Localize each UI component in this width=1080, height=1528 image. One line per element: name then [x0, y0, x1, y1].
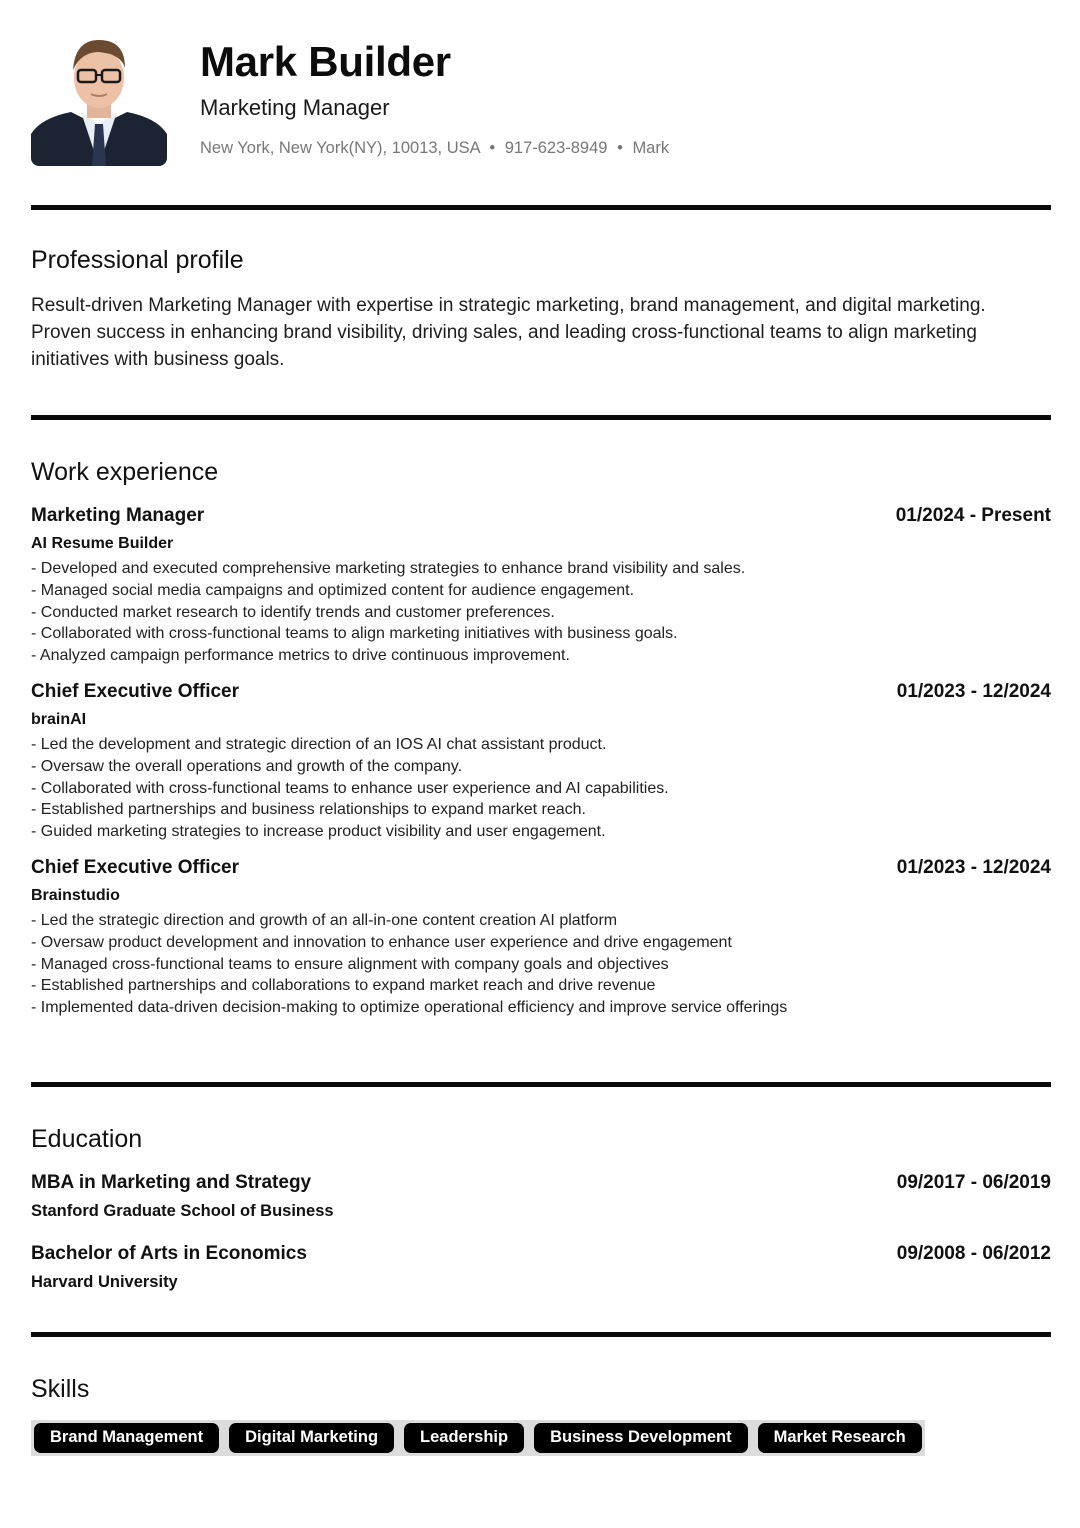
education-section: [31, 1087, 1051, 1332]
job-company: brainAI: [31, 710, 87, 728]
job-bullet: - Established partnerships and business relationships to expand market reach.: [31, 801, 586, 819]
job-title: Chief Executive Officer: [31, 856, 240, 878]
contact-separator: •: [489, 139, 496, 157]
work-section: [31, 420, 1051, 1082]
job-entry: [31, 505, 1051, 667]
education-dates: 09/2017 - 06/2019: [896, 1172, 1051, 1193]
section-heading: Education: [31, 1125, 143, 1153]
job-title: Chief Executive Officer: [31, 680, 240, 702]
profile-summary: Result-driven Marketing Manager with expertise in strategic marketing, brand management, and digital marketing. Proven success in enhancing brand visibility, driving sales, and leading cross-functional teams to align marketing initiatives with business goals.: [31, 295, 986, 370]
education-dates: 09/2008 - 06/2012: [896, 1243, 1051, 1264]
resume-page: [31, 0, 1051, 1456]
degree: MBA in Marketing and Strategy: [31, 1172, 312, 1193]
job-bullet: - Collaborated with cross-functional teams to enhance user experience and AI capabilities.: [31, 779, 669, 797]
job-bullet: - Oversaw the overall operations and growth of the company.: [31, 757, 463, 775]
contact-phone[interactable]: 917-623-8949: [504, 139, 608, 157]
job-bullet: - Collaborated with cross-functional teams to align marketing initiatives with business goals.: [31, 625, 678, 643]
job-entry: [31, 857, 1051, 1019]
skill-tag: Leadership: [404, 1423, 524, 1453]
skill-tag: Digital Marketing: [229, 1423, 394, 1453]
skills-section: [31, 1337, 1051, 1456]
section-heading: Professional profile: [31, 246, 244, 274]
skill-tag: Market Research: [758, 1423, 922, 1453]
job-bullet: - Managed cross-functional teams to ensure alignment with company goals and objectives: [31, 955, 669, 973]
job-bullet: - Managed social media campaigns and optimized content for audience engagement.: [31, 581, 635, 599]
job-entry: [31, 681, 1051, 843]
profile-section: [31, 210, 1051, 415]
job-bullet: - Implemented data-driven decision-making to optimize operational efficiency and improve service offerings: [31, 999, 788, 1017]
job-bullet: - Developed and executed comprehensive marketing strategies to enhance brand visibility and sales.: [31, 560, 746, 577]
job-bullets: [31, 558, 1051, 667]
job-bullets: [31, 734, 1051, 843]
contact-line: [200, 139, 669, 158]
section-heading: Work experience: [31, 458, 219, 486]
job-bullets: [31, 910, 1051, 1019]
contact-extra: Mark: [632, 139, 670, 157]
skill-tag: Business Development: [534, 1423, 748, 1453]
job-bullet: - Oversaw product development and innovation to enhance user experience and drive engagement: [31, 933, 732, 951]
skills-list: [31, 1420, 925, 1456]
job-bullet: - Analyzed campaign performance metrics to drive continuous improvement.: [31, 647, 570, 665]
job-bullet: - Established partnerships and collaborations to expand market reach and drive revenue: [31, 977, 656, 995]
job-dates: 01/2024 - Present: [895, 505, 1051, 526]
school: Harvard University: [31, 1273, 178, 1291]
candidate-name: Mark Builder: [200, 38, 451, 85]
job-bullet: - Led the strategic direction and growth of an all-in-one content creation AI platform: [31, 911, 618, 929]
candidate-title: Marketing Manager: [200, 95, 390, 120]
contact-address: New York, New York(NY), 10013, USA: [200, 139, 480, 157]
job-company: AI Resume Builder: [31, 535, 174, 552]
education-entry: [31, 1172, 1051, 1221]
job-company: Brainstudio: [31, 886, 120, 904]
education-entry: [31, 1243, 1051, 1292]
job-dates: 01/2023 - 12/2024: [896, 856, 1051, 878]
section-heading: Skills: [31, 1375, 90, 1403]
job-bullet: - Guided marketing strategies to increase product visibility and user engagement.: [31, 823, 606, 841]
job-bullet: - Conducted market research to identify trends and customer preferences.: [31, 603, 555, 621]
job-title: Marketing Manager: [31, 505, 205, 526]
resume-header: [31, 0, 1051, 205]
skill-tag: Brand Management: [34, 1423, 219, 1453]
job-dates: 01/2023 - 12/2024: [896, 680, 1051, 702]
avatar: [31, 34, 167, 166]
job-bullet: - Led the development and strategic direction of an IOS AI chat assistant product.: [31, 735, 607, 753]
contact-separator: •: [617, 139, 623, 157]
degree: Bachelor of Arts in Economics: [31, 1243, 307, 1264]
profile-photo: [31, 34, 167, 166]
school: Stanford Graduate School of Business: [31, 1202, 334, 1220]
